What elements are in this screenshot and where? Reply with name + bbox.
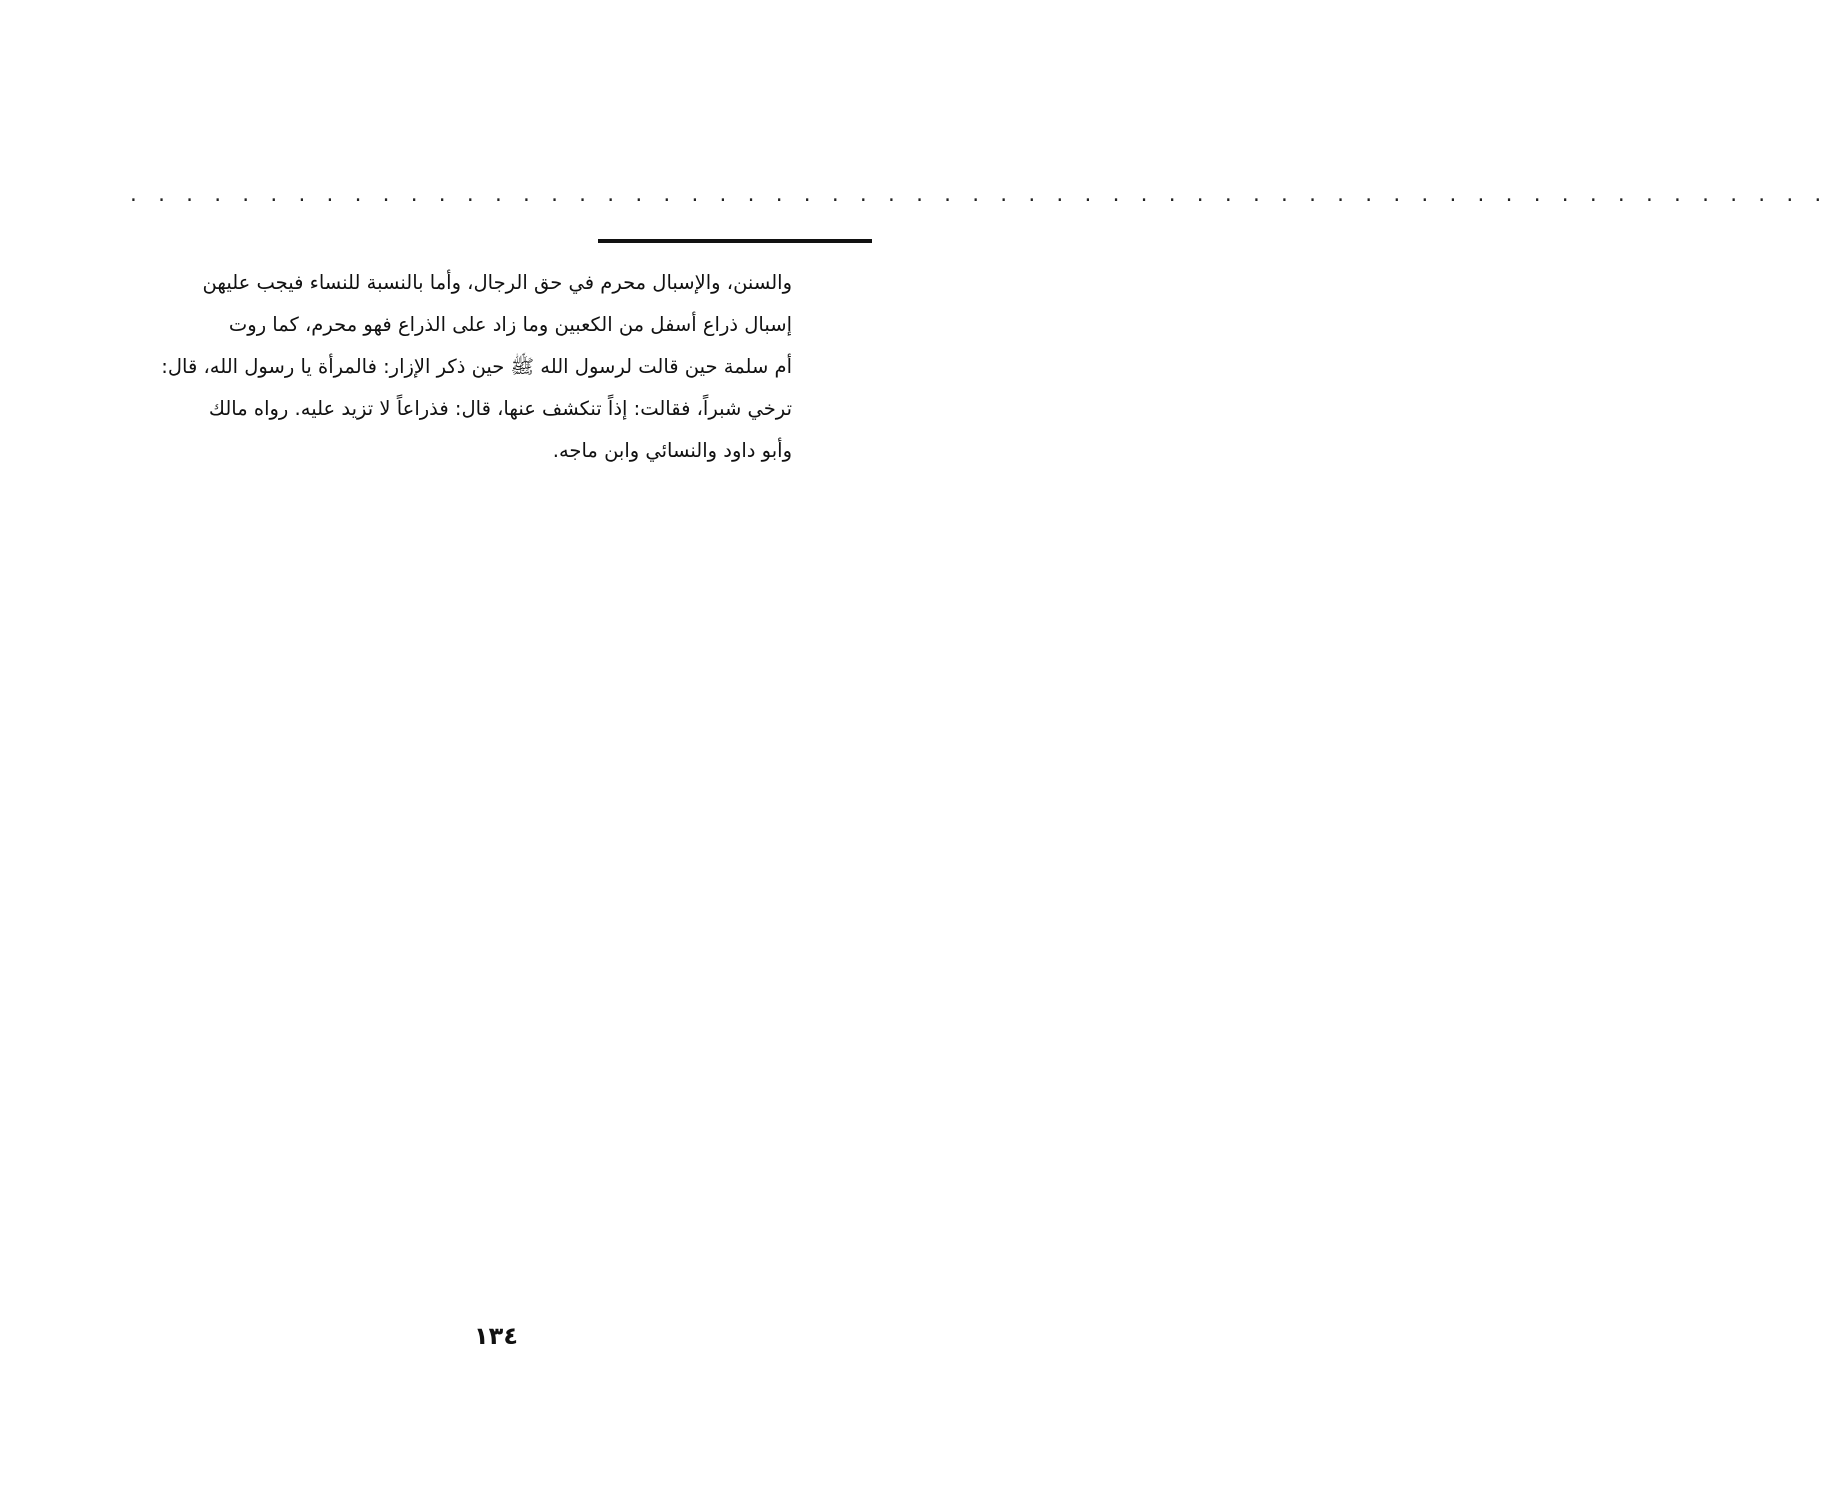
dotted-separator: . . . . . . . . . . . . . . . . . . . . . . . . . . . . . . . . . . . . . . . . . . . . . . . . . . . . . . . . . . . . . [128,185,1826,206]
footnote-line-5: وأبو داود والنسائي وابن ماجه. [552,439,792,462]
footnote-rule [598,239,872,243]
page-number: ١٣٤ [474,1322,518,1350]
footnote-line-1: والسنن، والإسبال محرم في حق الرجال، وأما بالنسبة للنساء فيجب عليهن [202,271,792,294]
footnote-line-4: ترخي شبراً، فقالت: إذاً تنكشف عنها، قال: فذراعاً لا تزيد عليه. رواه مالك [208,397,792,420]
footnote-line-3: أم سلمة حين قالت لرسول الله ﷺ حين ذكر الإزار: فالمرأة يا رسول الله، قال: [161,355,792,378]
footnote-text [118,262,792,472]
footnote-line-2: إسبال ذراع أسفل من الكعبين وما زاد على الذراع فهو محرم، كما روت [228,313,792,336]
